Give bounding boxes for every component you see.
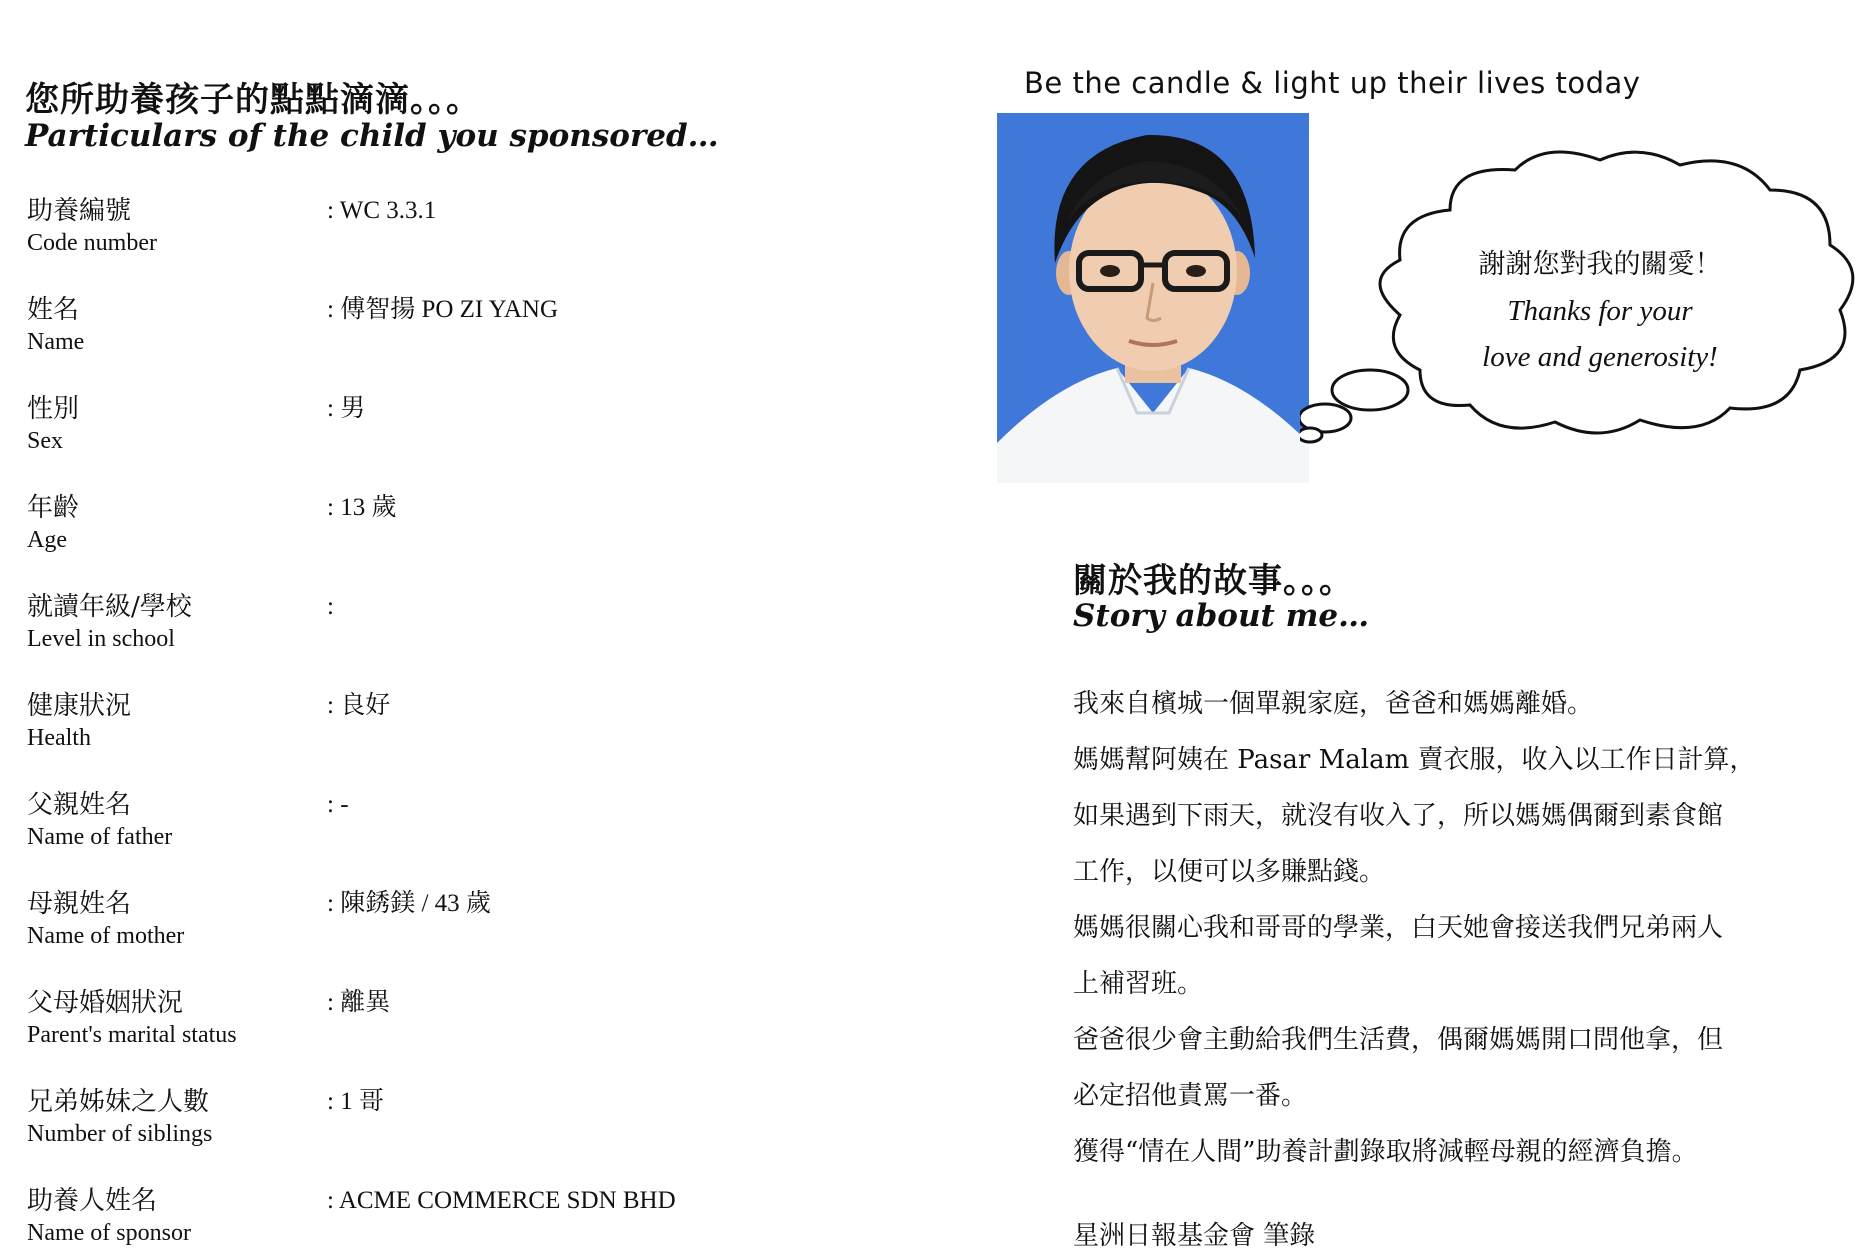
- field-label-chinese: 母親姓名: [27, 889, 132, 919]
- signature: 星洲日報基金會 筆錄: [1073, 1221, 1316, 1251]
- story-line: 工作，以便可以多賺點錢。: [1073, 857, 1386, 887]
- field-level-in-school: [27, 591, 1027, 655]
- field-value: : 1 哥: [327, 1088, 384, 1115]
- field-value: : 陳銹鎂 / 43 歲: [327, 890, 491, 917]
- story-line: 我來自檳城一個單親家庭，爸爸和媽媽離婚。: [1073, 689, 1594, 719]
- field-label-chinese: 兄弟姊妹之人數: [27, 1087, 210, 1117]
- field-name: [27, 294, 1027, 358]
- field-label-chinese: 健康狀況: [27, 691, 132, 721]
- field-value: : ACME COMMERCE SDN BHD: [327, 1187, 676, 1214]
- field-label-english: Parent's marital status: [27, 1022, 237, 1048]
- field-label-english: Name of father: [27, 824, 173, 850]
- field-label-english: Name of sponsor: [27, 1220, 191, 1246]
- field-label-english: Sex: [27, 428, 63, 454]
- story-line: 上補習班。: [1073, 969, 1204, 999]
- field-value: : 傅智揚 PO ZI YANG: [327, 296, 559, 323]
- field-value: : 離異: [327, 989, 391, 1016]
- field-label-chinese: 父母婚姻狀況: [27, 988, 184, 1018]
- story-line: 如果遇到下雨天，就沒有收入了，所以媽媽偶爾到素食館: [1073, 801, 1724, 831]
- field-code-number: [27, 195, 1027, 259]
- story-line: 爸爸很少會主動給我們生活費，偶爾媽媽開口問他拿，但: [1073, 1025, 1724, 1055]
- field-label-english: Name: [27, 329, 85, 355]
- story-title-english: Story about me…: [1073, 598, 1370, 634]
- tagline: Be the candle & light up their lives today: [1024, 66, 1641, 100]
- child-portrait-illustration: [997, 113, 1309, 483]
- bubble-text-english-line2: love and generosity!: [1482, 341, 1718, 373]
- field-age: [27, 492, 1027, 556]
- child-photo: [997, 113, 1309, 483]
- field-value: : 良好: [327, 692, 391, 719]
- bubble-text-chinese: 謝謝您對我的關愛！: [1478, 249, 1722, 280]
- field-name-of-father: [27, 789, 1027, 853]
- thought-bubble-text: [1430, 245, 1770, 383]
- story-line: 媽媽很關心我和哥哥的學業，白天她會接送我們兄弟兩人: [1073, 913, 1724, 943]
- bubble-text-english-line1: Thanks for your: [1507, 295, 1693, 327]
- story-line: 獲得“情在人間”助養計劃錄取將減輕母親的經濟負擔。: [1073, 1137, 1698, 1167]
- page-title-english: Particulars of the child you sponsored…: [25, 118, 719, 154]
- field-value: : -: [327, 791, 349, 818]
- story-title-chinese: 關於我的故事。。。: [1073, 561, 1354, 601]
- field-label-english: Health: [27, 725, 91, 751]
- field-label-chinese: 年齡: [27, 493, 80, 523]
- field-value: : 男: [327, 395, 366, 422]
- field-value: : WC 3.3.1: [327, 197, 437, 224]
- field-label-english: Name of mother: [27, 923, 185, 949]
- field-name-of-sponsor: [27, 1185, 1027, 1249]
- field-value: :: [327, 593, 334, 620]
- field-sex: [27, 393, 1027, 457]
- field-label-english: Code number: [27, 230, 157, 256]
- field-value: : 13 歲: [327, 494, 397, 521]
- field-name-of-mother: [27, 888, 1027, 952]
- field-health: [27, 690, 1027, 754]
- field-label-english: Number of siblings: [27, 1121, 213, 1147]
- page-title-chinese: 您所助養孩子的點點滴滴。。。: [25, 80, 481, 120]
- field-label-chinese: 性別: [27, 394, 80, 424]
- field-label-english: Age: [27, 527, 67, 553]
- field-label-chinese: 父親姓名: [27, 790, 132, 820]
- field-label-chinese: 就讀年級/學校: [27, 592, 192, 622]
- field-parents-marital-status: [27, 987, 1027, 1051]
- field-label-chinese: 助養人姓名: [27, 1186, 158, 1216]
- story-body: [1073, 676, 1793, 1180]
- field-number-of-siblings: [27, 1086, 1027, 1150]
- story-line: 必定招他責罵一番。: [1073, 1081, 1308, 1111]
- field-label-english: Level in school: [27, 626, 175, 652]
- field-label-chinese: 姓名: [27, 295, 80, 325]
- story-line: 媽媽幫阿姨在 Pasar Malam 賣衣服，收入以工作日計算，: [1073, 745, 1756, 775]
- field-label-chinese: 助養編號: [27, 196, 132, 226]
